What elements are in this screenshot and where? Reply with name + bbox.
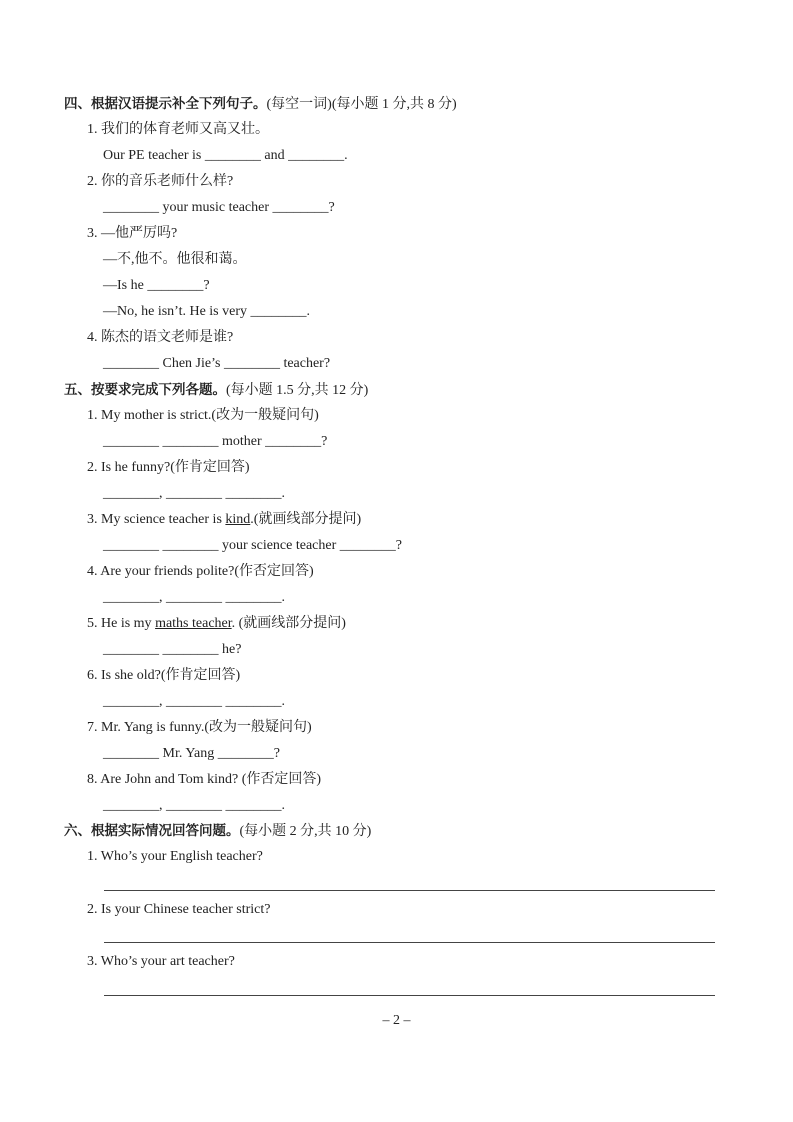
underlined-word: kind [225, 512, 251, 527]
question: 1. Who’s your English teacher? [87, 849, 263, 864]
section-title: 五、按要求完成下列各题。 [64, 382, 226, 398]
underlined-word: maths teacher [155, 616, 232, 631]
question: 3. Who’s your art teacher? [87, 954, 235, 969]
question: 7. Mr. Yang is funny.(改为一般疑问句) [87, 720, 312, 735]
answer-blank-line: ________, ________ ________. [103, 798, 285, 813]
section-points: (每空一词)(每小题 1 分,共 8 分) [266, 97, 457, 112]
section-title: 四、根据汉语提示补全下列句子。 [64, 96, 267, 112]
answer-blank-line: ________ ________ your science teacher ________? [103, 538, 402, 553]
section-title: 六、根据实际情况回答问题。 [64, 823, 240, 839]
question: 1. My mother is strict.(改为一般疑问句) [87, 408, 319, 423]
answer-blank-line: ________ ________ mother ________? [103, 434, 328, 449]
answer-blank-line: ________, ________ ________. [103, 694, 285, 709]
question-text: 3. My science teacher is [87, 512, 226, 527]
question: 2. Is your Chinese teacher strict? [87, 902, 271, 917]
question: 4. Are your friends polite?(作否定回答) [87, 564, 314, 579]
dialogue-line: —不,他不。他很和蔼。 [103, 252, 247, 267]
answer-blank-line: ________ Chen Jie’s ________ teacher? [103, 356, 331, 371]
section-5-heading [64, 381, 368, 400]
question [87, 615, 346, 633]
question-text: 5. He is my [87, 616, 156, 631]
answer-blank-line: ________, ________ ________. [103, 486, 285, 501]
answer-line[interactable] [104, 995, 715, 996]
section-points: (每小题 1.5 分,共 12 分) [226, 383, 369, 398]
answer-blank-line: —No, he isn’t. He is very ________. [103, 304, 310, 319]
question [87, 511, 361, 529]
question-instruction: .(就画线部分提问) [250, 512, 362, 527]
answer-blank-line: —Is he ________? [103, 278, 210, 293]
question: 1. 我们的体育老师又高又壮。 [87, 122, 269, 137]
answer-blank-line: Our PE teacher is ________ and ________. [103, 148, 348, 163]
question: 2. 你的音乐老师什么样? [87, 174, 234, 189]
question: 2. Is he funny?(作肯定回答) [87, 460, 250, 475]
question: 4. 陈杰的语文老师是谁? [87, 330, 234, 345]
answer-line[interactable] [104, 942, 715, 943]
answer-blank-line: ________ your music teacher ________? [103, 200, 335, 215]
answer-blank-line: ________ ________ he? [103, 642, 242, 657]
answer-blank-line: ________ Mr. Yang ________? [103, 746, 280, 761]
question-instruction: . (就画线部分提问) [231, 616, 346, 631]
answer-line[interactable] [104, 890, 715, 891]
question: 8. Are John and Tom kind? (作否定回答) [87, 772, 322, 787]
page-number: – 2 – [382, 1013, 411, 1028]
question: 6. Is she old?(作肯定回答) [87, 668, 241, 683]
answer-blank-line: ________, ________ ________. [103, 590, 285, 605]
section-points: (每小题 2 分,共 10 分) [239, 824, 372, 839]
section-6-heading [64, 822, 371, 841]
question: 3. —他严厉吗? [87, 226, 178, 241]
section-4-heading [64, 95, 457, 114]
